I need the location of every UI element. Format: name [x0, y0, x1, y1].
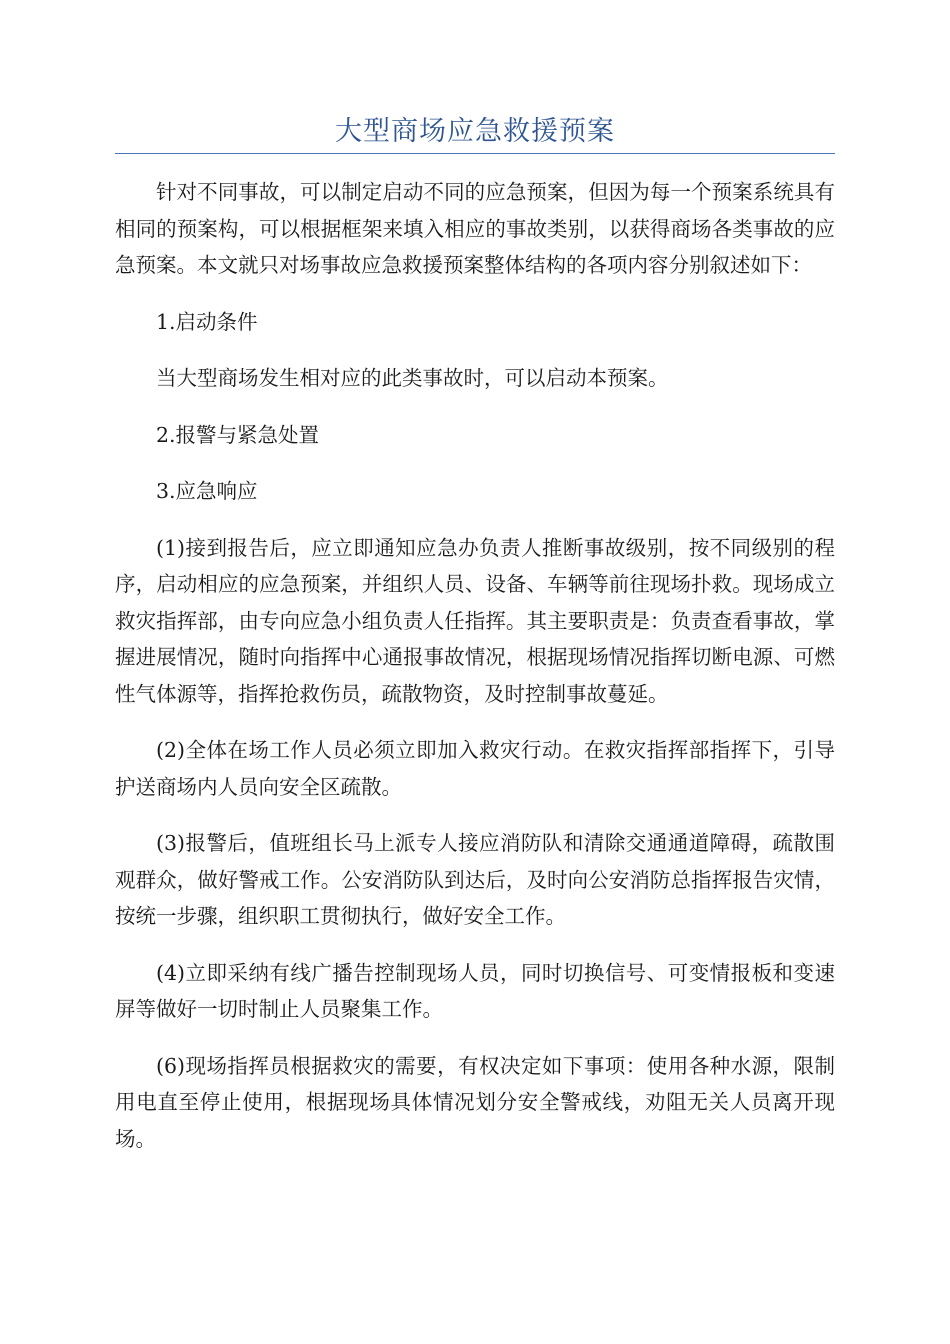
title-underline — [115, 153, 835, 154]
response-item-2: (2)全体在场工作人员必须立即加入救灾行动。在救灾指挥部指挥下，引导护送商场内人员向安全区疏散。 — [115, 738, 835, 799]
document-body — [115, 174, 835, 1177]
response-item-1: (1)接到报告后，应立即通知应急办负责人推断事故级别，按不同级别的程序，启动相应的应急预案，并组织人员、设备、车辆等前往现场扑救。现场成立救灾指挥部，由专向应急小组负责人任指挥。其主要职责是：负责查看事故，掌握进展情况，随时向指挥中心通报事故情况，根据现场情况指挥切断电源、可燃性气体源等，指挥抢救伤员，疏散物资，及时控制事故蔓延。 — [115, 535, 835, 706]
response-item-3: (3)报警后，值班组长马上派专人接应消防队和清除交通通道障碍，疏散围观群众，做好警戒工作。公安消防队到达后，及时向公安消防总指挥报告灾情，按统一步骤，组织职工贯彻执行，做好安全工作。 — [115, 831, 835, 928]
document-title: 大型商场应急救援预案 — [335, 116, 615, 147]
section-heading-response: 3.应急响应 — [156, 479, 258, 503]
response-item-4: (4)立即采纳有线广播告控制现场人员，同时切换信号、可变情报板和变速屏等做好一切时制止人员聚集工作。 — [115, 960, 835, 1021]
intro-paragraph: 针对不同事故，可以制定启动不同的应急预案，但因为每一个预案系统具有相同的预案构，可以根据框架来填入相应的事故类别，以获得商场各类事故的应急预案。本文就只对场事故应急救援预案整体结构的各项内容分别叙述如下： — [115, 180, 835, 277]
response-item-6: (6)现场指挥员根据救灾的需要，有权决定如下事项：使用各种水源，限制用电直至停止使用，根据现场具体情况划分安全警戒线，劝阻无关人员离开现场。 — [115, 1053, 835, 1151]
start-conditions-paragraph: 当大型商场发生相对应的此类事故时，可以启动本预案。 — [156, 366, 669, 390]
section-heading-alarm: 2.报警与紧急处置 — [156, 422, 320, 447]
section-heading-start-conditions: 1.启动条件 — [156, 309, 258, 334]
